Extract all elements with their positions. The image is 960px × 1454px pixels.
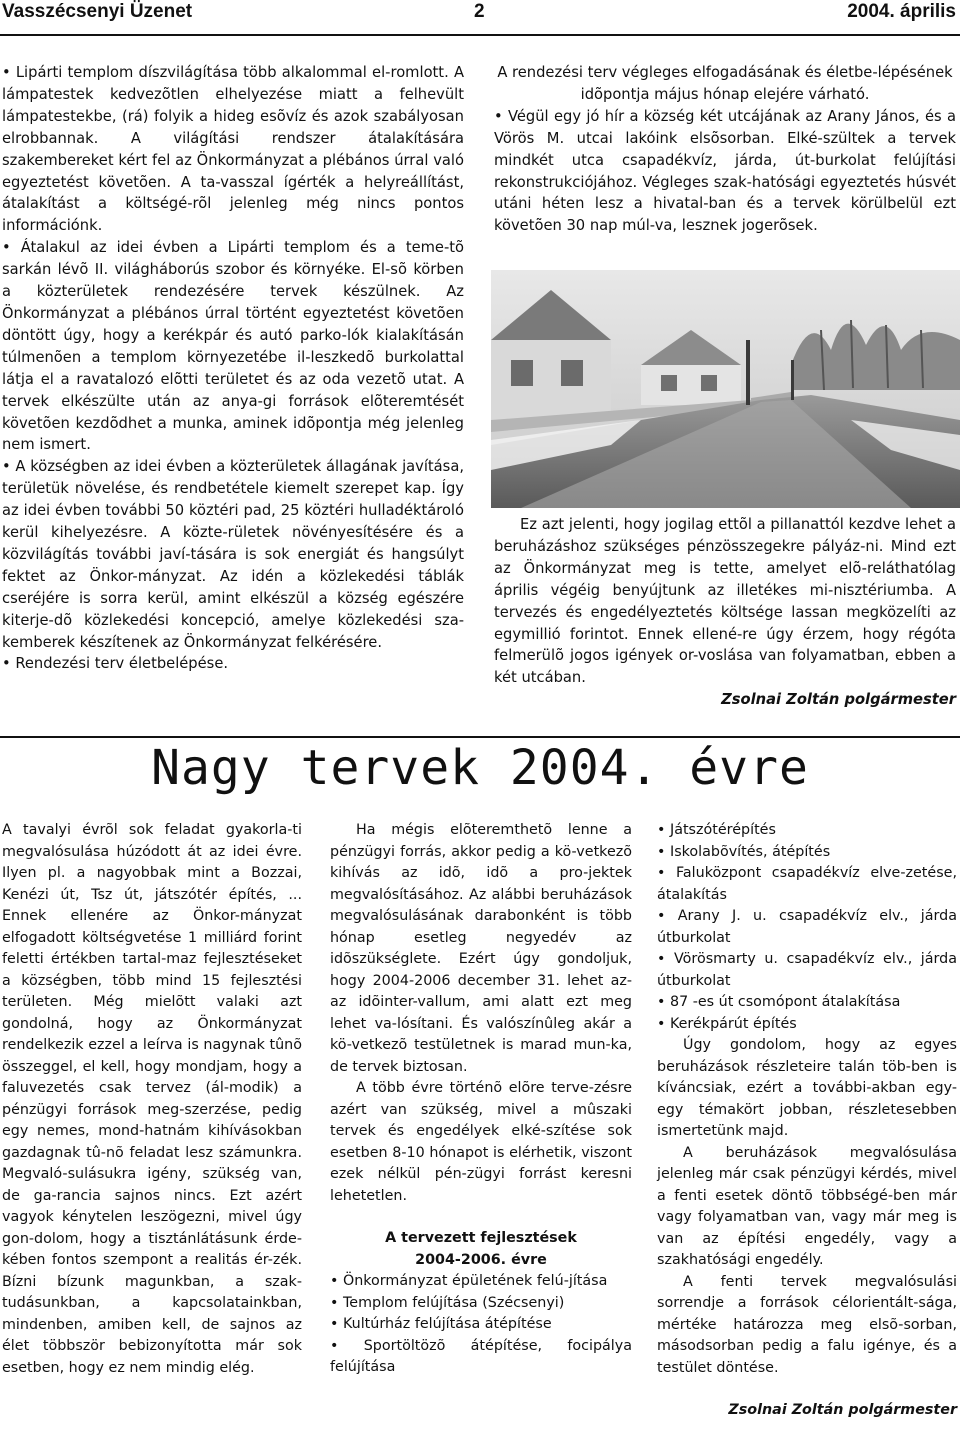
list-heading: A tervezett fejlesztések <box>385 1230 577 1246</box>
list-item: • Iskolabõvítés, átépítés <box>657 843 831 860</box>
list-heading-years: 2004-2006. évre <box>415 1251 547 1268</box>
article-column-2 <box>330 820 632 1379</box>
list-item: • Templom felújítása (Szécsenyi) <box>330 1294 565 1311</box>
issue-date: 2004. április <box>847 1 956 22</box>
signature: Zsolnai Zoltán polgármester <box>728 1402 957 1418</box>
article-paragraph: Úgy gondolom, hogy az egyes beruházások részleteire talán töb-ben is kíváncsiak, ezért a további-akban egy-egy témakört jobban, részletesebben ismertetünk majd. <box>657 1037 957 1139</box>
article-paragraph: A több évre történõ elõre terve-zésre azért van szükség, mivel a mûszaki tervek és engedélyek elké-szítése sok esetben 8-10 hónapot is elérhetik, viszont ezek nélkül pén-zügyi forrást keresni lehetetlen. <box>330 1080 632 1204</box>
article-title: Nagy tervek 2004. évre <box>151 740 809 796</box>
article-paragraph: A tavalyi évrõl sok feladat gyakorla-ti megvalósulása húzódott át az idei évre. Ilyen pl. a nagyobbak mint a Bozzai, Kenézi út, Tsz út, játszótér építés, ... Ennek ellenére az Önkor-mányzat elfogadott költségvetése 1 milliárd forint feletti értékben tartal-maz fejlesztéseket a községben, több mind 15 fejlesztési területen. Még mielõtt valaki azt gondolná, hogy az Önkormányzat rendelkezik ezzel a leírva is nagynak tûnõ összeggel, el kell, hogy mondjam, hogy a faluvezetés csak tervez (ál-modik) a pénzügyi források meg-szerzése, pedig egy nemes, mond-hatnám kihívásokban gazdagnak tû-nõ feladat lesz számunkra. Megvaló-sulásukra igény, szükség van, de ga-rancia sajnos nincs. Ezt azért vagyok kénytelen leszögezni, mivel úgy gon-dolom, hogy a tisztánlátásunk érde-kében fontos szempont a realitás ér-zék. Bízni bízunk magunkban, a szak-tudásunkban, a kapcsolatainkban, mindenben, amiben kell, de sajnos az élet többször bebizonyította már sok esetben, hogy ez nem mindig elég. <box>2 822 302 1376</box>
list-item: • Önkormányzat épületének felú-jítása <box>330 1273 608 1289</box>
bullet-paragraph: • Lipárti templom díszvilágítása több alkalommal el-romlott. A lámpatestek kedvezõtlen elhelyezése miatt a felhevült lámpatestekbe, (rá) folyik a hideg esõvíz és azok szabályosan elrobbannak. A világítási rendszer átalakítására szakembereket kért fel az Önkormányzat a plébános úrral való egyeztetést követõen. A ta-vasszal ígérték a helyreállítást, átalakítást a költségé-rõl jelenleg még nincs pontos információnk. <box>2 64 464 235</box>
section-divider <box>0 736 960 738</box>
list-item: • Faluközpont csapadékvíz elve-zetése, átalakítás <box>657 865 957 903</box>
closing-paragraph: Ez azt jelenti, hogy jogilag ettõl a pillanattól kezdve lehet a beruházáshoz szükséges pénzösszegekre pályáz-ni. Mind ezt az Önkormányzat meg is tette, amelyet elõ-reláthatólag április végéig benyújtunk az illetékes mi-nisztériumba. A tervezés és engedélyeztetés költsége lassan megközelíti az egymillió forintot. Ennek ellené-re úgy érzem, hogy régóta felmerülõ jogos igények or-voslása van folyamatban, ebben a két utcában. <box>494 516 956 687</box>
bullet-paragraph: • A községben az idei évben a közterületek állagának javítása, területük növelése, és rendbetétele kiemelt szerepet kap. Így az idei évben további 50 köztéri pad, 25 köztéri hulladéktároló kerül kihelyezésre. A közte-rületek növényesítésére és a közvilágítás további javí-tására is sok energiát és hangsúlyt fektet az Önkor-mányzat. Az idén a közlekedési táblák cseréjére is sorra kerül, amint elkészül a község egészére kiterje-dõ közlekedési koncepció, amelye közlekedési sza-kemberek készítenek az Önkormányzat felkérésére. <box>2 458 464 651</box>
page-number: 2 <box>474 1 485 22</box>
bullet-paragraph: • Végül egy jó hír a község két utcájának az Arany János, és a Vörös M. utcai lakóink elsõsorban. Elké-szültek a tervek mindkét utca csapadékvíz, járda, út-burkolat felújítási rekonstrukciójához. Végleges szak-hatósági egyeztetés húsvét utáni héten lesz a hivatal-ban és a tervek körülbelül ezt követõen 30 nap múl-va, lesznek jogerõsek. <box>494 107 956 235</box>
list-item: • Sportöltözõ átépítése, focipálya felújítása <box>330 1337 632 1375</box>
article-paragraph: Ha mégis elõteremthetõ lenne a pénzügyi forrás, akkor pedig a kö-vetkezõ kihívás az idõ, idõ a pro-jektek megvalósításához. Az alábbi beruházások megvalósulásának darabonként is több hónap esetleg negyedév az idõszükséglete. Ezért úgy gondoljuk, hogy 2004-2006 december 31. lehet az-az idõinter-vallum, ami alatt ezt meg lehet va-lósítani. És valószínûleg akár a kö-vetkezõ testületnek is marad mun-ka, de tervek biztosan. <box>330 822 632 1075</box>
street-photo-image <box>491 270 960 508</box>
top-left-column <box>2 62 464 675</box>
header-divider <box>0 34 960 36</box>
article-paragraph: A beruházások megvalósulása jelenleg már csak pénzügyi kérdés, mivel a fenti esetek döntõ többségé-ben már vagy folyamatban van, vagy már meg is van az építési engedély, vagy a szakhatósági engedély. <box>657 1144 957 1268</box>
signature: Zsolnai Zoltán polgármester <box>721 691 956 709</box>
publication-name: Vasszécsenyi Üzenet <box>2 1 193 22</box>
bullet-paragraph: • Rendezési terv életbelépése. <box>2 655 229 673</box>
top-right-column <box>494 62 956 237</box>
street-photo <box>491 270 960 508</box>
page-header <box>0 0 960 30</box>
article-column-1 <box>2 820 302 1379</box>
top-right-column-continued <box>494 514 956 711</box>
article-paragraph: A fenti tervek megvalósulási sorrendje a források célorientált-sága, mértéke határozza meg elsõ-sorban, másodsorban pedig a falu igénye, és a testület döntése. <box>657 1273 957 1376</box>
list-item: • Arany J. u. csapadékvíz elv., járda útburkolat <box>657 908 957 946</box>
bullet-paragraph: • Átalakul az idei évben a Lipárti templom és a teme-tõ sarkán lévõ II. világháborús szobor és környéke. El-sõ körben a közterületek rendezésére tervek készülnek. Az Önkormányzat a plébános úrral történt egyeztetést követõen döntött úgy, hogy a kerékpár és autó parko-lók kialakításán túlmenõen a templom környezetébe il-leszkedõ burkolattal látja el a ravatalozó elõtti területet és az oda vezetõ utat. A tervek elkészülte után az anya-gi források elõteremtését követõen kezdõdhet a munka, aminek idõpontja még jelenleg nem ismert. <box>2 239 464 454</box>
list-item: • Játszótérépítés <box>657 822 776 838</box>
list-item: • Vörösmarty u. csapadékvíz elv., járda útburkolat <box>657 951 957 989</box>
spacer <box>657 1379 957 1400</box>
spacer <box>330 1207 632 1228</box>
list-item: • Kultúrház felújítása átépítése <box>330 1316 552 1332</box>
article-column-3 <box>657 820 957 1422</box>
intro-paragraph: A rendezési terv végleges elfogadásának és életbe-lépésének idõpontja május hónap elejére várható. <box>497 64 953 103</box>
list-item: • 87 -es út csomópont átalakítása <box>657 994 901 1010</box>
list-item: • Kerékpárút építés <box>657 1015 797 1032</box>
